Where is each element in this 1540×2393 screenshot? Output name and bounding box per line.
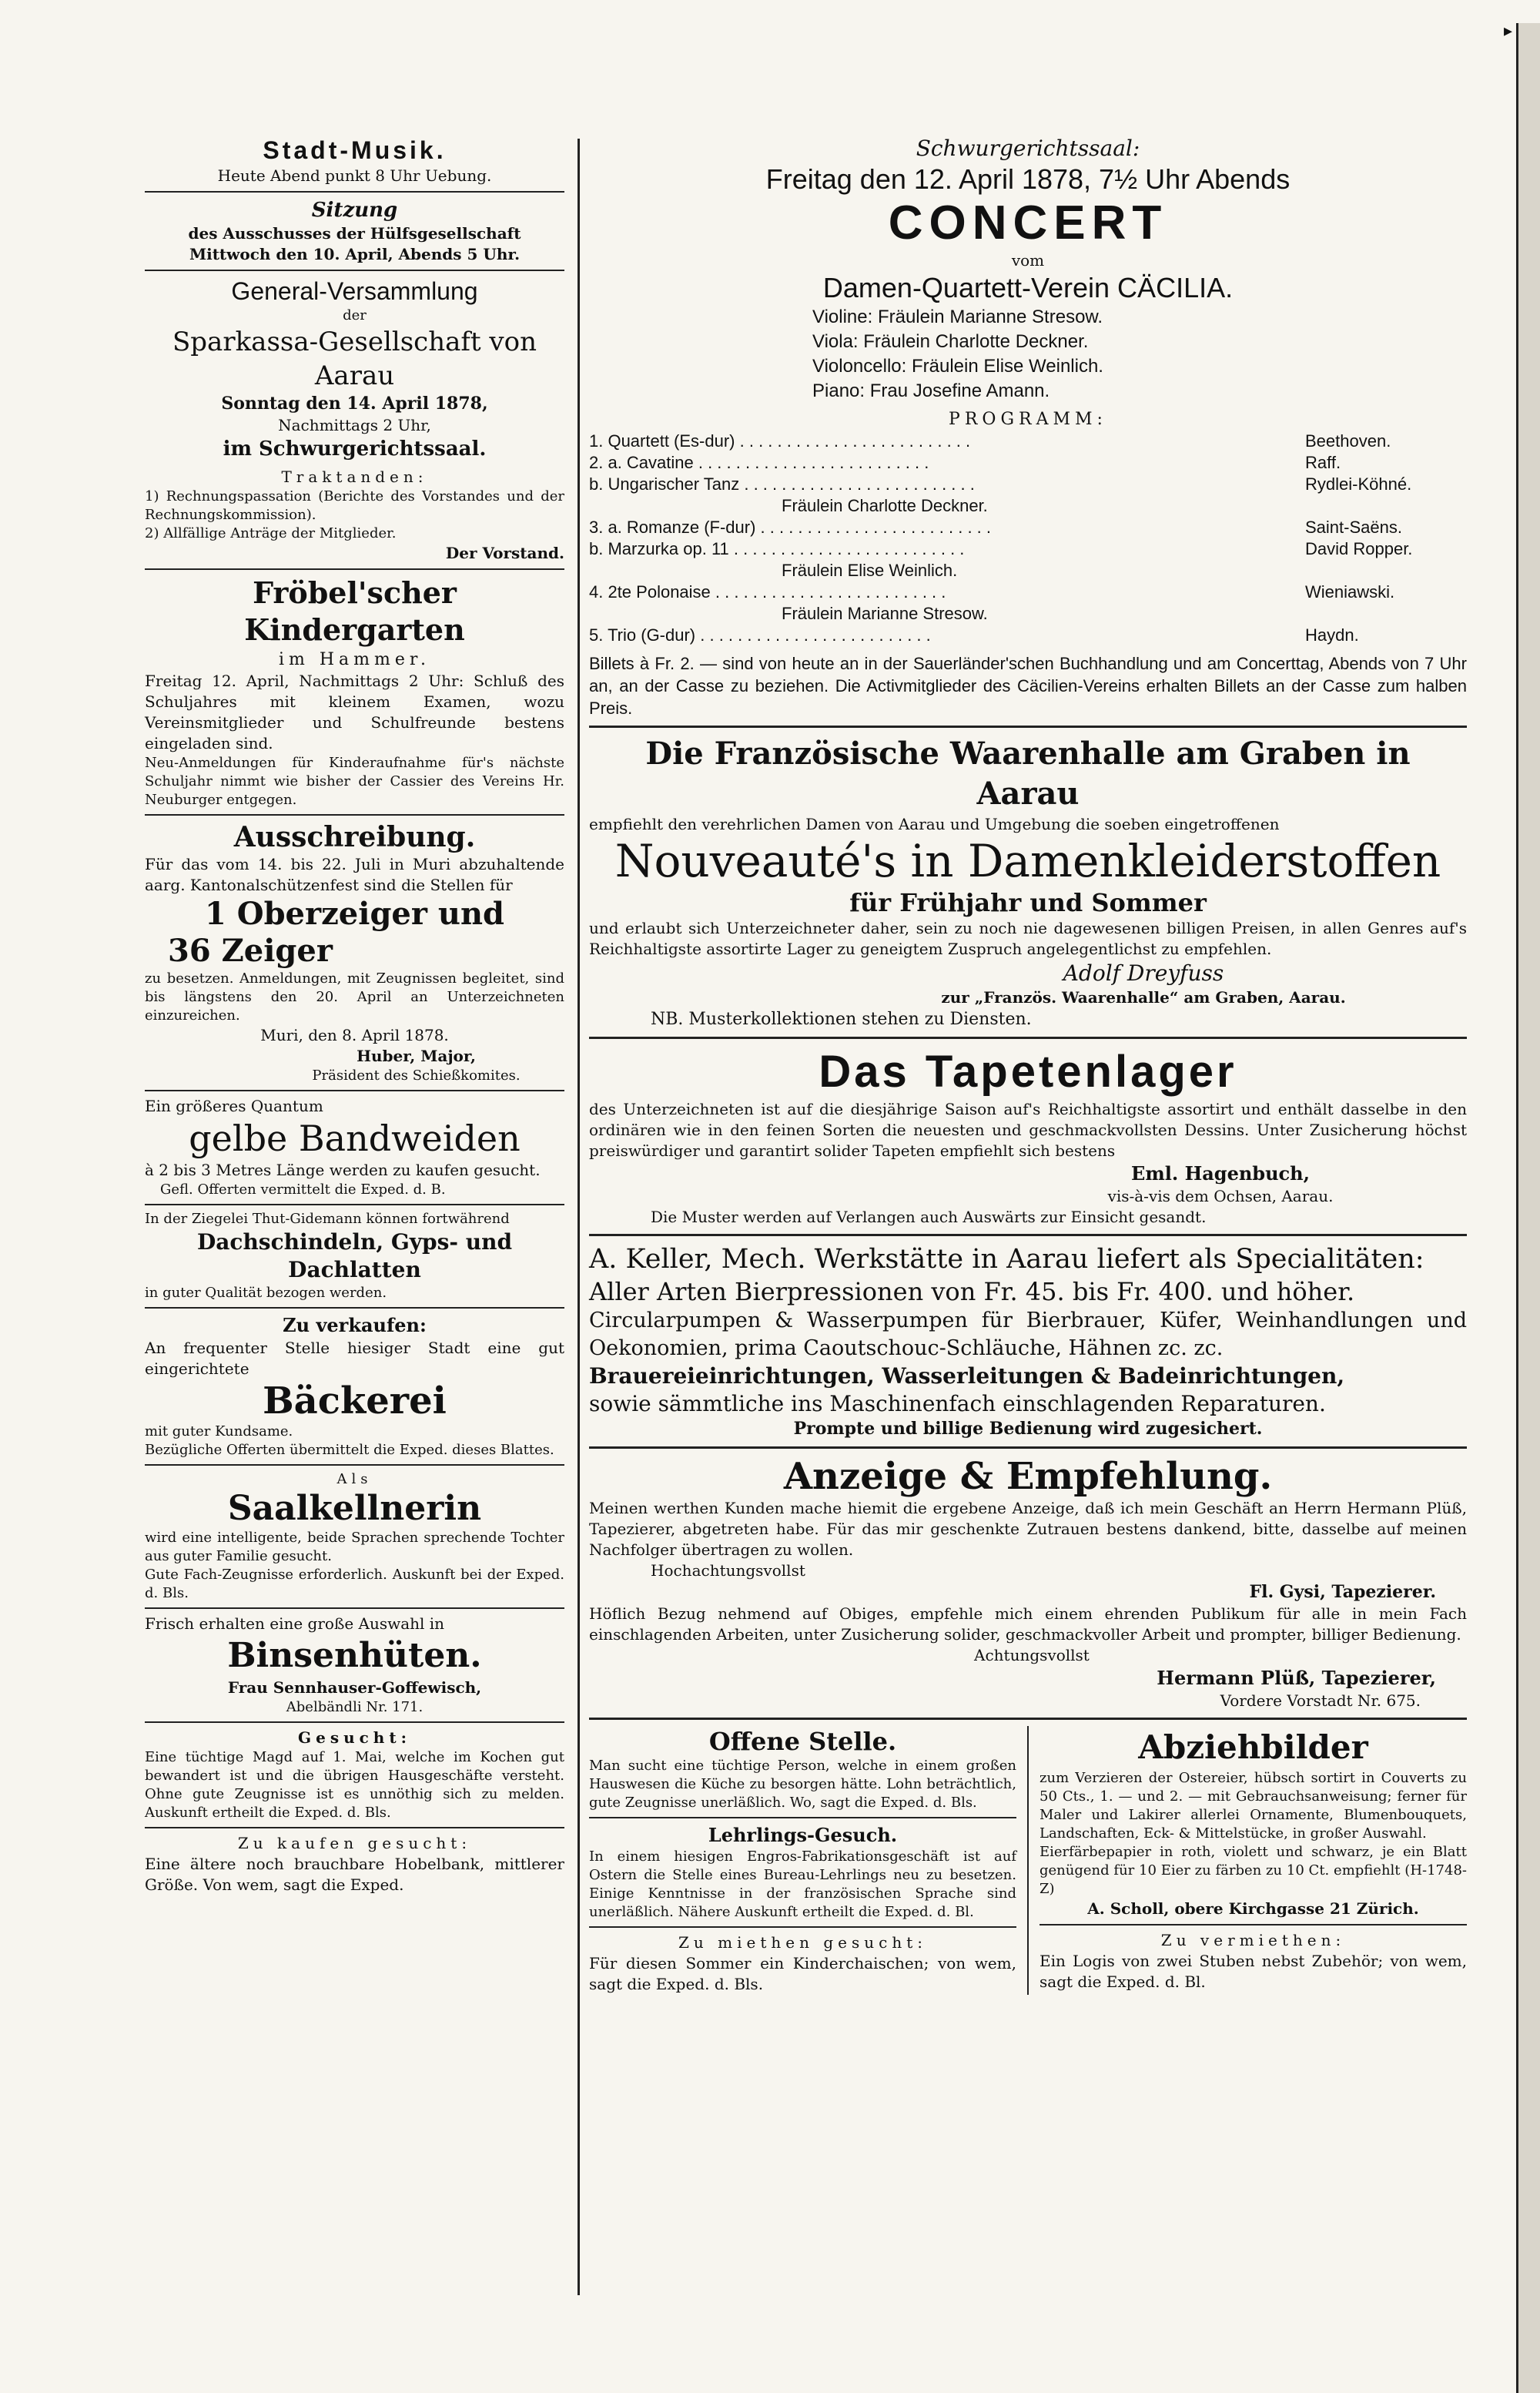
anzeige-sign1: Fl. Gysi, Tapezierer. [1249,1582,1436,1602]
concert-member-1: Violine: Fräulein Marianne Stresow. [812,307,1103,327]
gv-name: Sparkassa-Gesellschaft von Aarau [172,327,537,391]
vermiethen-title: Zu vermiethen: [1160,1931,1346,1949]
program-composer: Haydn. [1305,625,1359,645]
gv-title: General-Versammlung [231,277,478,305]
program-item [589,474,1467,495]
tapeten-sign2: vis-à-vis dem Ochsen, Aarau. [1107,1187,1334,1205]
program-work: b. Ungarischer Tanz . . [589,474,1305,495]
concert-tickets: Billets à Fr. 2. — sind von heute an in der Sauerländer'schen Buchhandlung und am Concerttag, Abends von 7 Uhr an, an der Casse zu beziehen. Die Activmitglieder des Cäcilien-Vereins erhalten Billets an der Casse zum halben Preis. [589,654,1467,718]
program-work: 2. a. Cavatine . . [589,452,1305,474]
waaren-line1: empfiehlt den verehrlichen Damen von Aarau und Umgebung die soeben eingetroffenen [589,815,1280,833]
column-divider [578,139,580,2295]
waaren-sub: für Frühjahr und Sommer [849,888,1207,917]
band-line3: Gefl. Offerten vermittelt die Exped. d. B. [160,1181,446,1198]
program-composer: Rydlei-Köhné. [1305,474,1412,494]
saal-title: Saalkellnerin [227,1489,482,1528]
band-line1: Ein größeres Quantum [145,1097,323,1115]
ad-binsenhueten [145,1614,564,1717]
baeckerei-line2: mit guter Kundsame. [145,1423,293,1439]
baeckerei-line1: An frequenter Stelle hiesiger Stadt eine gut eingerichtete [145,1339,564,1378]
program-performer: Fräulein Elise Weinlich. [782,561,958,580]
anzeige-line2: Höflich Bezug nehmend auf Obiges, empfehle mich einem ehrenden Publikum für alle in mein Fach einschlagenden Arbeiten, unter Zusicherung solider, geschmackvoller Arbeit und prompter, billiger Bedienung. [589,1604,1467,1644]
tapeten-line1: des Unterzeichneten ist auf die diesjährige Saison auf's Reichhaltigste assortirt und enthält dasselbe in den ordinären wie in den feinen Sorten die neuesten und geschmackvollsten Dessins. Unter Zusicherung höchst preiswürdiger und garantirt solider Tapeten empfiehlt sich bestens [589,1100,1467,1160]
anzeige-title: Anzeige & Empfehlung. [783,1455,1273,1498]
gv-traktanden-title: Traktanden: [281,468,428,486]
ziegel-line2: in guter Qualität bezogen werden. [145,1285,387,1301]
bottom-ads [589,1726,1467,1995]
ausschr-date: Muri, den 8. April 1878. [260,1026,449,1044]
waaren-big: Nouveauté's in Damenkleiderstoffen [614,835,1441,887]
abzieh-title: Abziehbilder [1138,1728,1368,1766]
hobel-body: Eine ältere noch brauchbare Hobelbank, mittlerer Größe. Von wem, sagt die Exped. [145,1855,564,1894]
ausschr-title: Ausschreibung. [233,821,476,853]
program-item [589,581,1467,603]
concert-title: CONCERT [888,196,1168,250]
ad-stadtmusik [145,135,564,186]
binsen-name: Frau Sennhauser-Goffewisch, [227,1678,482,1697]
baeckerei-title: Bäckerei [263,1379,447,1423]
waaren-title: Die Französische Waarenhalle am Graben in Aarau [645,736,1411,812]
anzeige-acht: Achtungsvollst [974,1646,1090,1664]
ausschr-big2: 36 Zeiger [168,933,333,969]
concert-member-3: Violoncello: Fräulein Elise Weinlich. [812,356,1103,377]
waaren-sign: Adolf Dreyfuss [1063,960,1224,986]
baeckerei-line3: Bezügliche Offerten übermittelt die Exped. dieses Blattes. [145,1442,554,1458]
ad-froebel [145,575,564,809]
keller-line5: sowie sämmtliche ins Maschinenfach einschlagenden Reparaturen. [589,1391,1326,1416]
program-item [589,452,1467,474]
froebel-sub: im Hammer. [278,650,431,669]
sitzung-title: Sitzung [311,199,398,222]
ziegel-big1: Dachschindeln, Gyps- und [196,1229,513,1255]
anzeige-hoch: Hochachtungsvollst [651,1561,805,1580]
gv-der: der [343,307,367,323]
gv-time: Nachmittags 2 Uhr, [278,416,431,434]
program-work: 5. Trio (G-dur) . . [589,625,1305,646]
program-work: 3. a. Romanze (F-dur) . . [589,517,1305,538]
ausschr-big1: 1 Oberzeiger und [204,896,504,932]
stadtmusik-sub: Heute Abend punkt 8 Uhr Uebung. [217,166,492,185]
baeckerei-head: Zu verkaufen: [283,1314,427,1336]
program-composer: Raff. [1305,453,1341,472]
ziegel-big2: Dachlatten [288,1257,421,1282]
program-performer: Fräulein Marianne Stresow. [782,604,988,623]
gv-date: Sonntag den 14. April 1878, [221,394,488,414]
ad-waarenhalle [589,734,1467,1031]
program-composer: Saint-Saëns. [1305,518,1402,537]
concert-program-title: PROGRAMM: [949,410,1107,429]
tapeten-title: Das Tapetenlager [819,1047,1237,1097]
program-item [589,517,1467,538]
lehrling-body: In einem hiesigen Engros-Fabrikationsgeschäft ist auf Ostern die Stelle eines Bureau-Lehrlings neu zu besetzen. Einige Kenntnisse in der französischen Sprache sind unerläßlich. Nähere Auskunft ertheilt die Exped. d. Bl. [589,1848,1016,1920]
gv-sign: Der Vorstand. [445,544,564,562]
band-title: gelbe Bandweiden [189,1118,521,1159]
saal-line1: wird eine intelligente, beide Sprachen sprechende Tochter aus guter Familie gesucht. [145,1530,564,1564]
ad-concert [589,135,1467,719]
saal-line2: Gute Fach-Zeugnisse erforderlich. Auskunft bei der Exped. d. Bls. [145,1567,564,1601]
gv-trakt-1: 1) Rechnungspassation (Berichte des Vorstandes und der Rechnungskommission). [145,488,564,523]
concert-date: Freitag den 12. April 1878, 7½ Uhr Abends [765,163,1291,195]
magd-body: Eine tüchtige Magd auf 1. Mai, welche im Kochen gut bewandert ist und die übrigen Hausgeschäfte versteht. Ohne gute Zeugnisse ist es unnöthig sich zu melden. Auskunft ertheilt die Exped. d. Bls. [145,1749,564,1821]
gv-place: im Schwurgerichtssaal. [223,437,487,461]
sitzung-line1: des Ausschusses der Hülfsgesellschaft [188,224,521,243]
ad-ausschreibung [145,820,564,1085]
abzieh-body: zum Verzieren der Ostereier, hübsch sortirt in Couverts zu 50 Cts., 1. — und 2. — mit Gebrauchsanweisung; ferner für Maler und Lakirer allerlei Ornamente, Blumenbouquets, Landschaften, Eck- & Mittelstücke, in großer Auswahl. [1040,1770,1467,1842]
waaren-line2: und erlaubt sich Unterzeichneter daher, sein zu noch nie dagewesenen billigen Preisen, in allen Genres auf's Reichhaltigste assortirte Lager zu geneigtem Zuspruch angelegentlichst zu empfehlen. [589,919,1467,958]
right-column [589,135,1467,2368]
lehrling-title: Lehrlings-Gesuch. [708,1824,898,1846]
gv-trakt-2: 2) Allfällige Anträge der Mitglieder. [145,525,397,541]
page-edge [1516,23,1540,2393]
binsen-title: Binsenhüten. [227,1636,482,1675]
binsen-addr: Abelbändli Nr. 171. [286,1699,424,1715]
binsen-line1: Frisch erhalten eine große Auswahl in [145,1614,445,1633]
program-composer: David Ropper. [1305,539,1413,558]
ad-keller [589,1242,1467,1440]
ausschr-line2: zu besetzen. Anmeldungen, mit Zeugnissen begleitet, sind bis längstens den 20. April an Unterzeichneten einzureichen. [145,970,564,1024]
miethen-body: Für diesen Sommer ein Kinderchaischen; von wem, sagt die Exped. d. Bls. [589,1954,1016,1993]
tapeten-sign: Eml. Hagenbuch, [1131,1162,1310,1185]
ad-sitzung [145,197,564,265]
anzeige-addr: Vordere Vorstadt Nr. 675. [1220,1691,1421,1710]
program-work: 4. 2te Polonaise . . [589,581,1305,603]
ausschr-sign2: Präsident des Schießkomites. [312,1067,521,1084]
concert-member-4: Piano: Frau Josefine Amann. [812,380,1050,401]
vermiethen-body: Ein Logis von zwei Stuben nebst Zubehör; von wem, sagt die Exped. d. Bl. [1040,1952,1467,1991]
band-line2: à 2 bis 3 Metres Länge werden zu kaufen gesucht. [145,1161,541,1179]
waaren-sign2: zur „Französ. Waarenhalle“ am Graben, Aarau. [941,988,1346,1007]
ad-anzeige [589,1455,1467,1711]
anzeige-sign2: Hermann Plüß, Tapezierer, [1157,1667,1436,1689]
keller-line3: Circularpumpen & Wasserpumpen für Bierbrauer, Küfer, Weinhandlungen und Oekonomien, prima Caoutschouc-Schläuche, Hähnen zc. zc. [589,1309,1467,1360]
keller-line4: Brauereieinrichtungen, Wasserleitungen & Badeinrichtungen, [589,1363,1345,1389]
froebel-body: Freitag 12. April, Nachmittags 2 Uhr: Schluß des Schuljahres mit kleinem Examen, wozu Vereinsmitglieder und Schulfreunde bestens eingeladen sind. [145,672,564,752]
ad-tapetenlager [589,1045,1467,1228]
concert-member-2: Viola: Fräulein Charlotte Deckner. [812,331,1089,352]
bottom-left-ads [589,1726,1027,1995]
sitzung-line2: Mittwoch den 10. April, Abends 5 Uhr. [189,245,521,263]
ad-generalversammlung [145,276,564,564]
keller-line1: A. Keller, Mech. Werkstätte in Aarau liefert als Specialitäten: [589,1244,1424,1275]
ad-magd [145,1728,564,1822]
abzieh-sign: A. Scholl, obere Kirchgasse 21 Zürich. [1087,1899,1419,1918]
hobel-head: Zu kaufen gesucht: [237,1834,472,1852]
corner-mark: ▸ [1503,22,1512,41]
concert-program [589,431,1467,646]
miethen-title: Zu miethen gesucht: [678,1933,927,1952]
keller-line2: Aller Arten Bierpressionen von Fr. 45. bis Fr. 400. und höher. [589,1277,1355,1306]
froebel-title: Fröbel'scher Kindergarten [244,575,465,647]
offene-title: Offene Stelle. [708,1727,897,1756]
ad-ziegelei [145,1210,564,1302]
ausschr-line1: Für das vom 14. bis 22. Juli in Muri abzuhaltende aarg. Kantonalschützenfest sind die Stellen für [145,855,564,894]
program-item [589,625,1467,646]
magd-head: Gesucht: [298,1728,411,1747]
program-item [589,431,1467,452]
program-composer: Wieniawski. [1305,582,1395,602]
concert-members [589,305,1467,404]
abzieh-eier: Eierfärbepapier in roth, violett und schwarz, je ein Blatt genügend für 10 Eier zu färben zu 10 Ct. empfiehlt (H-1748-Z) [1040,1844,1467,1897]
ad-bandweiden [145,1096,564,1199]
saal-als: Als [336,1471,373,1487]
ad-hobelbank [145,1833,564,1895]
program-item [589,538,1467,560]
ausschr-sign1: Huber, Major, [357,1047,476,1065]
bottom-right-ads [1027,1726,1467,1995]
ad-baeckerei [145,1313,564,1460]
program-performer: Fräulein Charlotte Deckner. [782,496,988,515]
offene-body: Man sucht eine tüchtige Person, welche in einem großen Hauswesen die Küche zu besorgen hätte. Lohn beträchtlich, gute Zeugnisse unerläßlich. Wo, sagt die Exped. d. Bls. [589,1758,1016,1811]
program-work: b. Marzurka op. 11 . . [589,538,1305,560]
anzeige-line1: Meinen werthen Kunden mache hiemit die ergebene Anzeige, daß ich mein Geschäft an Herrn Hermann Plüß, Tapezierer, abgetreten habe. Für das mir geschenkte Zutrauen bestens dankend, bitte, dasselbe auf meinen Nachfolger übertragen zu wollen. [589,1499,1467,1559]
concert-vom: vom [1011,251,1045,270]
program-work: 1. Quartett (Es-dur) . . [589,431,1305,452]
waaren-nb: NB. Musterkollektionen stehen zu Diensten. [651,1010,1032,1029]
ad-saalkellnerin [145,1470,564,1603]
ziegel-line1: In der Ziegelei Thut-Gidemann können fortwährend [145,1211,510,1227]
keller-line6: Prompte und billige Bedienung wird zugesichert. [793,1419,1263,1439]
left-column [145,135,564,2214]
froebel-body2: Neu-Anmeldungen für Kinderaufnahme für's nächste Schuljahr nimmt wie bisher der Cassier des Vereins Hr. Neuburger entgegen. [145,755,564,808]
tapeten-line2: Die Muster werden auf Verlangen auch Auswärts zur Einsicht gesandt. [651,1208,1207,1226]
stadtmusik-title: Stadt-Musik. [263,136,447,164]
concert-venue: Schwurgerichtssaal: [916,136,1140,161]
program-composer: Beethoven. [1305,431,1391,451]
concert-verein: Damen-Quartett-Verein CÄCILIA. [822,272,1234,303]
